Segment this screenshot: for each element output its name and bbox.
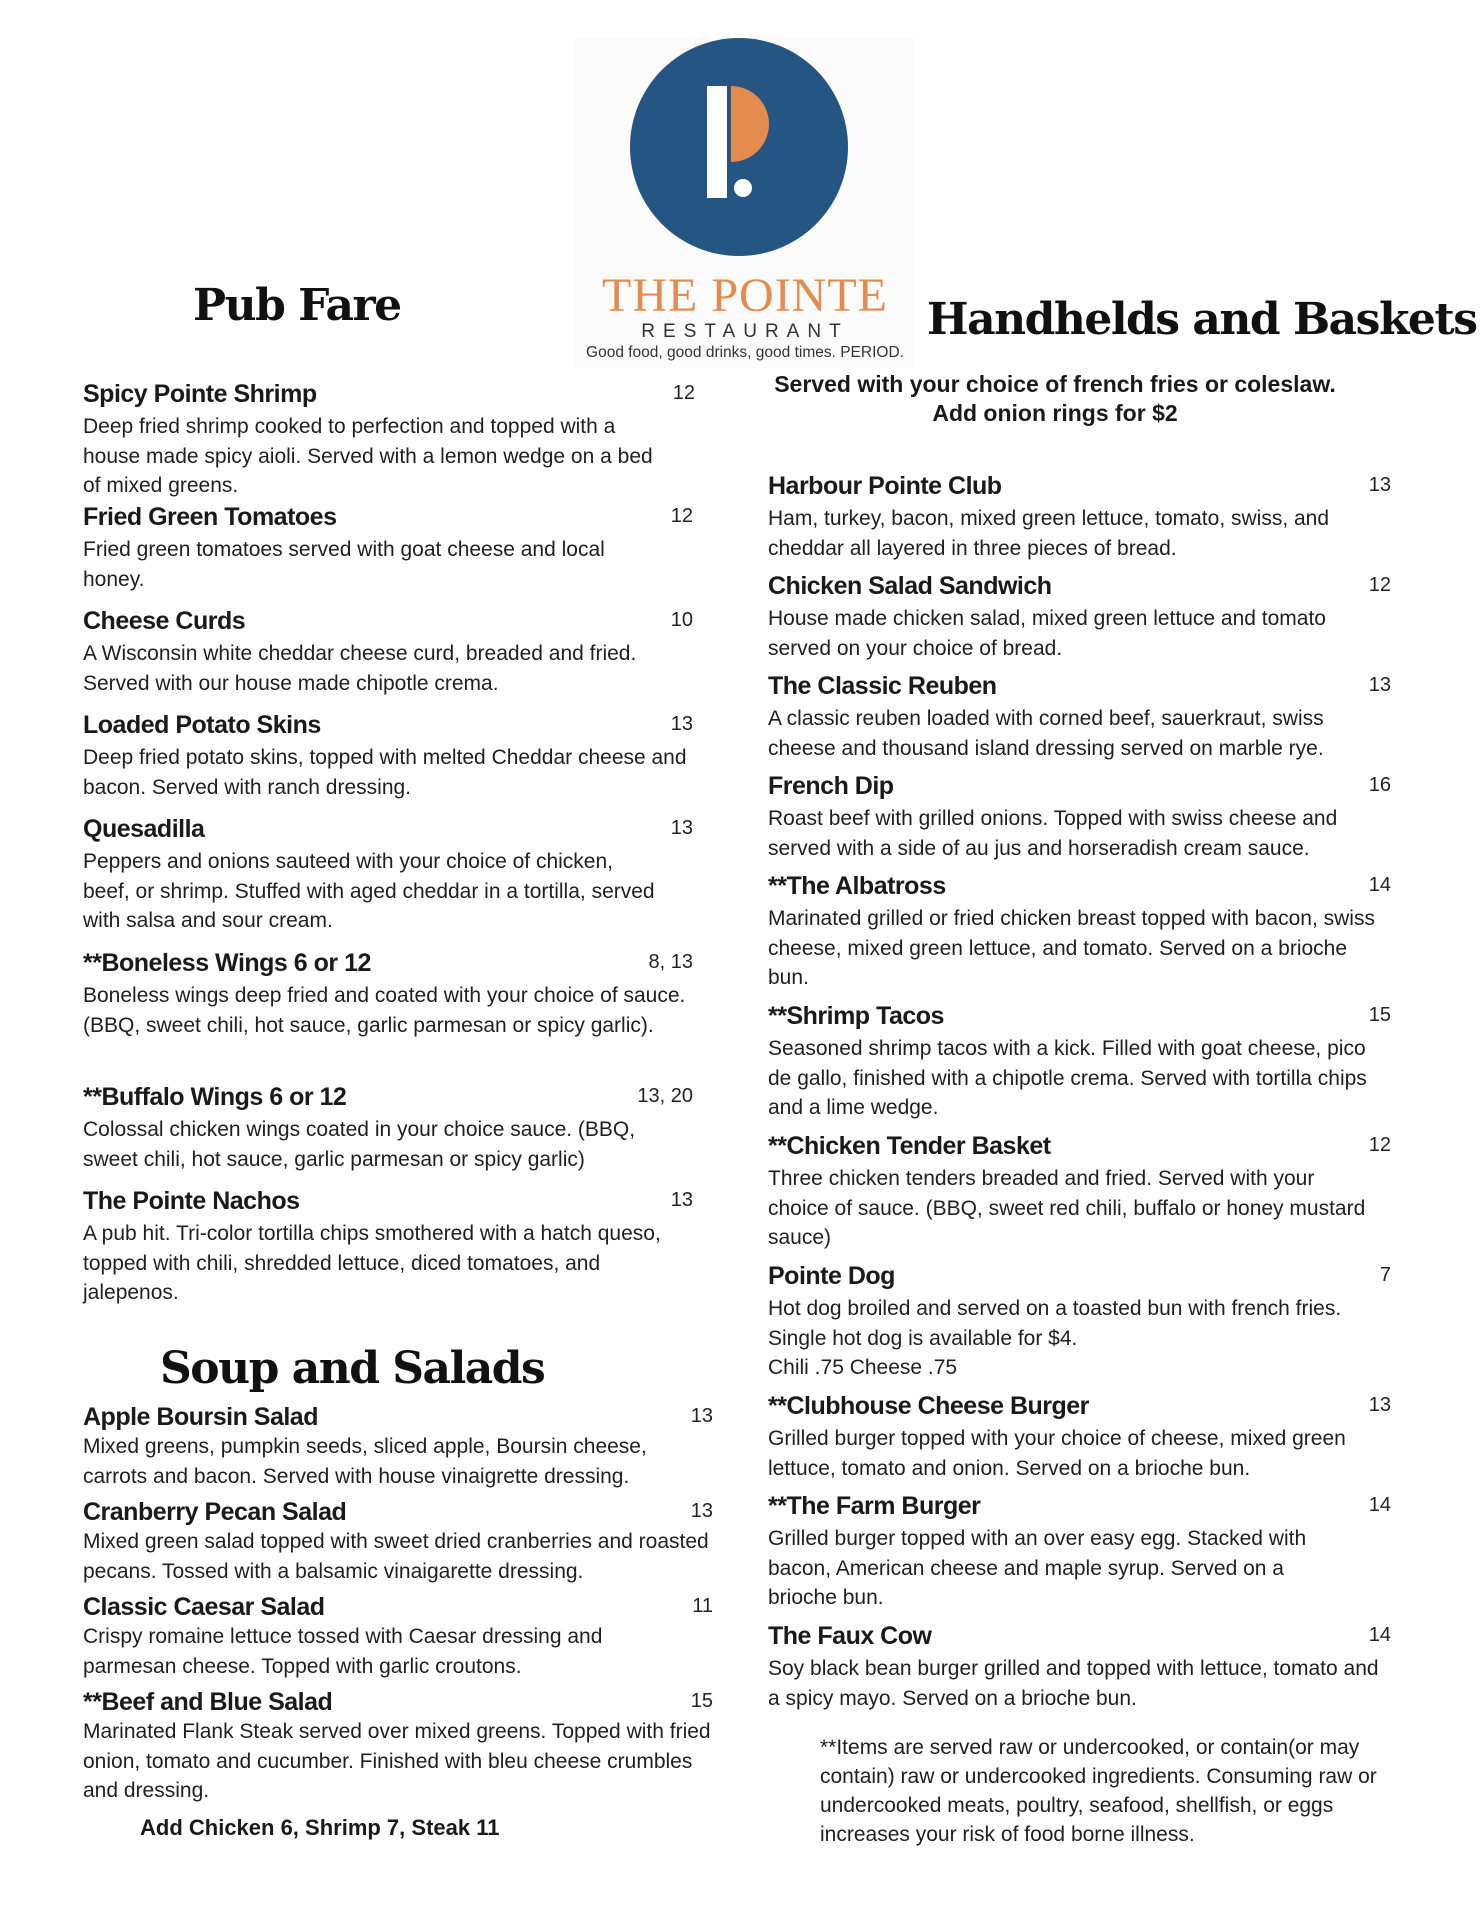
item-description: Boneless wings deep fried and coated with your choice of sauce. (BBQ, sweet chili, hot sauce, garlic parmesan or spicy garlic). (83, 984, 686, 1037)
item-price: 14 (1368, 1624, 1391, 1646)
item-price: 15 (1368, 1004, 1391, 1026)
item-name: **The Farm Burger (768, 1492, 981, 1520)
item-price: 13 (670, 817, 693, 839)
item-price: 12 (1368, 1134, 1391, 1156)
item-description: Deep fried potato skins, topped with melted Cheddar cheese and bacon. Served with ranch dressing. (83, 746, 687, 799)
item-description: Ham, turkey, bacon, mixed green lettuce, tomato, swiss, and cheddar all layered in three pieces of bread. (768, 507, 1330, 560)
item-description: Peppers and onions sauteed with your choice of chicken, beef, or shrimp. Stuffed with aged cheddar in a tortilla, served with salsa and sour cream. (83, 850, 655, 932)
item-description: A classic reuben loaded with corned beef, sauerkraut, swiss cheese and thousand island dressing served on marble rye. (768, 707, 1324, 760)
menu-item (768, 1622, 1391, 1722)
item-description: Grilled burger topped with your choice of cheese, mixed green lettuce, tomato and onion. Served on a brioche bun. (768, 1427, 1346, 1480)
item-price: 13 (670, 713, 693, 735)
menu-item (83, 1187, 693, 1317)
menu-item (83, 949, 693, 1083)
menu-item (83, 711, 693, 815)
pub-fare-list (83, 380, 693, 1317)
raw-food-disclaimer: **Items are served raw or undercooked, or contain(or may contain) raw or undercooked ingredients. Consuming raw or undercooked meats, poultry, seafood, shellfish, or eggs increases your risk of food borne illness. (820, 1736, 1377, 1846)
item-description: A pub hit. Tri-color tortilla chips smothered with a hatch queso, topped with chili, shredded lettuce, diced tomatoes, and jalepenos. (83, 1222, 661, 1304)
item-price: 13 (670, 1189, 693, 1211)
logo-tagline: Good food, good drinks, good times. PERIOD. (586, 344, 904, 361)
item-name: The Classic Reuben (768, 672, 997, 700)
menu-item (768, 1492, 1391, 1622)
item-description: Mixed greens, pumpkin seeds, sliced apple, Boursin cheese, carrots and bacon. Served with house vinaigrette dressing. (83, 1435, 647, 1488)
logo-subtitle: RESTAURANT (641, 321, 849, 342)
menu-item (83, 815, 693, 949)
item-name: French Dip (768, 772, 894, 800)
item-description: Roast beef with grilled onions. Topped with swiss cheese and served with a side of au jus and horseradish cream sauce. (768, 807, 1338, 860)
item-description: Three chicken tenders breaded and fried. Served with your choice of sauce. (BBQ, sweet red chili, buffalo or honey mustard sauce) (768, 1167, 1366, 1249)
item-price: 12 (672, 382, 695, 404)
menu-item (83, 1498, 713, 1593)
item-description: Marinated grilled or fried chicken breast topped with bacon, swiss cheese, mixed green lettuce, and tomato. Served on a brioche bun. (768, 907, 1375, 989)
item-price: 8, 13 (648, 951, 693, 973)
menu-item (83, 1403, 713, 1498)
menu-item (768, 872, 1391, 1002)
salad-addon-note: Add Chicken 6, Shrimp 7, Steak 11 (140, 1815, 500, 1840)
item-price: 13 (690, 1405, 713, 1427)
item-name: **Shrimp Tacos (768, 1002, 944, 1030)
item-name: Classic Caesar Salad (83, 1593, 325, 1621)
menu-item (83, 1688, 713, 1808)
item-price: 13, 20 (637, 1085, 693, 1107)
item-name: Chicken Salad Sandwich (768, 572, 1052, 600)
menu-item (768, 1132, 1391, 1262)
handhelds-served-note (735, 370, 1375, 428)
item-name: **Beef and Blue Salad (83, 1688, 333, 1716)
item-price: 13 (690, 1500, 713, 1522)
item-name: Loaded Potato Skins (83, 711, 321, 739)
item-name: The Faux Cow (768, 1622, 932, 1650)
item-price: 12 (670, 505, 693, 527)
item-price: 14 (1368, 874, 1391, 896)
menu-item (83, 1083, 693, 1187)
item-name: Spicy Pointe Shrimp (83, 380, 317, 408)
item-description: Marinated Flank Steak served over mixed greens. Topped with fried onion, tomato and cucumber. Finished with bleu cheese crumbles and dressing. (83, 1720, 711, 1802)
item-price: 15 (690, 1690, 713, 1712)
item-extra: Chili .75 Cheese .75 (768, 1356, 958, 1379)
item-description: Fried green tomatoes served with goat cheese and local honey. (83, 538, 605, 591)
item-name: **Buffalo Wings 6 or 12 (83, 1083, 347, 1111)
item-name: Fried Green Tomatoes (83, 503, 337, 531)
item-description: A Wisconsin white cheddar cheese curd, breaded and fried. Served with our house made chipotle crema. (83, 642, 637, 695)
menu-item (768, 1002, 1391, 1132)
item-description: Hot dog broiled and served on a toasted bun with french fries. Single hot dog is available for $4. (768, 1297, 1342, 1350)
item-name: **Chicken Tender Basket (768, 1132, 1051, 1160)
section-title-handhelds: Handhelds and Baskets (927, 294, 1477, 345)
item-description: Crispy romaine lettuce tossed with Caesar dressing and parmesan cheese. Topped with garlic croutons. (83, 1625, 603, 1678)
item-description: Deep fried shrimp cooked to perfection and topped with a house made spicy aioli. Served with a lemon wedge on a bed of mixed greens. (83, 415, 653, 497)
item-description: Grilled burger topped with an over easy egg. Stacked with bacon, American cheese and maple syrup. Served on a brioche bun. (768, 1527, 1307, 1609)
item-description: Colossal chicken wings coated in your choice sauce. (BBQ, sweet chili, hot sauce, garlic parmesan or spicy garlic) (83, 1118, 636, 1171)
item-name: Cheese Curds (83, 607, 246, 635)
item-description: Mixed green salad topped with sweet dried cranberries and roasted pecans. Tossed with a balsamic vinaigarette dressing. (83, 1530, 709, 1583)
item-price: 13 (1368, 1394, 1391, 1416)
menu-item (83, 607, 693, 711)
item-price: 16 (1368, 774, 1391, 796)
section-title-soup-and-salads: Soup and Salads (160, 1343, 545, 1394)
item-description: House made chicken salad, mixed green lettuce and tomato served on your choice of bread. (768, 607, 1326, 660)
item-name: Harbour Pointe Club (768, 472, 1002, 500)
menu-item (768, 572, 1391, 672)
section-title-pub-fare: Pub Fare (193, 280, 401, 331)
menu-item (83, 503, 693, 607)
menu-item (83, 1593, 713, 1688)
item-name: **Boneless Wings 6 or 12 (83, 949, 371, 977)
menu-item (768, 772, 1391, 872)
menu-item (83, 380, 693, 503)
item-price: 10 (670, 609, 693, 631)
item-price: 13 (1368, 474, 1391, 496)
item-name: The Pointe Nachos (83, 1187, 300, 1215)
menu-item (768, 672, 1391, 772)
menu-item (768, 472, 1391, 572)
logo-mark (630, 38, 848, 256)
item-name: **Clubhouse Cheese Burger (768, 1392, 1089, 1420)
item-price: 12 (1368, 574, 1391, 596)
item-name: **The Albatross (768, 872, 946, 900)
item-name: Pointe Dog (768, 1262, 895, 1290)
menu-item (768, 1262, 1391, 1392)
item-price: 7 (1379, 1264, 1391, 1286)
menu-item (768, 1392, 1391, 1492)
item-price: 11 (692, 1595, 713, 1617)
logo-name: THE POINTE (602, 269, 888, 322)
served-note-line-2: Add onion rings for $2 (932, 400, 1178, 426)
item-description: Soy black bean burger grilled and topped with lettuce, tomato and a spicy mayo. Served on a brioche bun. (768, 1657, 1379, 1710)
item-name: Cranberry Pecan Salad (83, 1498, 347, 1526)
handhelds-list (768, 472, 1391, 1722)
item-price: 14 (1368, 1494, 1391, 1516)
item-name: Apple Boursin Salad (83, 1403, 318, 1431)
item-name: Quesadilla (83, 815, 205, 843)
restaurant-logo (575, 38, 915, 368)
logo-p-icon (630, 38, 848, 256)
item-description: Seasoned shrimp tacos with a kick. Filled with goat cheese, pico de gallo, finished with a chipotle crema. Served with tortilla chips and a lime wedge. (768, 1037, 1367, 1119)
served-note-line-1: Served with your choice of french fries or coleslaw. (774, 371, 1336, 397)
soups-list (83, 1403, 713, 1808)
item-price: 13 (1368, 674, 1391, 696)
